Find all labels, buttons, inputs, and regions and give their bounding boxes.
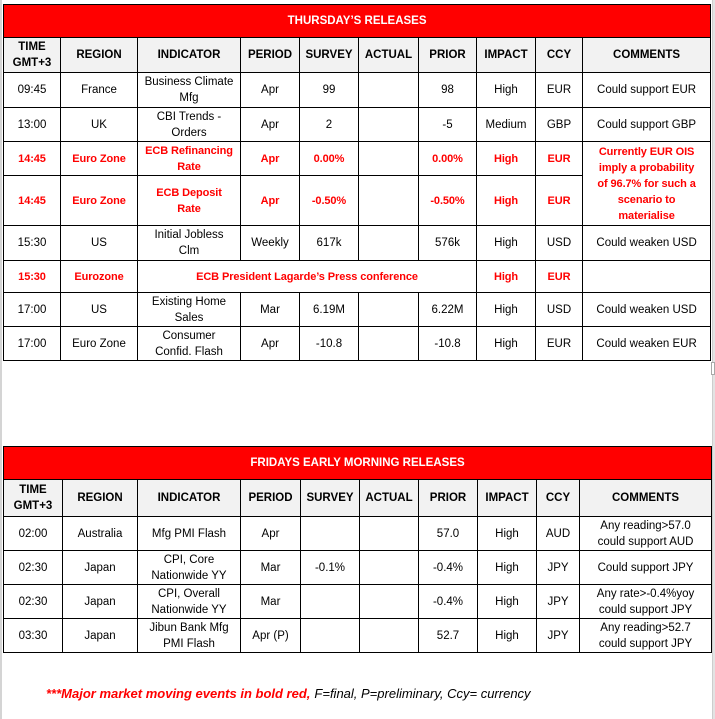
column-header-ccy: CCY [536, 38, 583, 73]
cell-time: 03:30 [4, 619, 63, 653]
cell-indicator: CPI, Overall Nationwide YY [138, 585, 241, 619]
cell-survey: 617k [300, 226, 359, 261]
footnote-highlight: ***Major market moving events in bold red, [46, 686, 311, 701]
cell-time: 02:30 [4, 585, 63, 619]
table-row [4, 73, 711, 108]
cell-comments: Could support JPY [580, 551, 712, 585]
footnote-legend: F=final, P=preliminary, Ccy= currency [314, 686, 531, 701]
cell-comments-merged: Currently EUR OIS imply a probability of 96.7% for such a scenario to materialise [583, 142, 711, 226]
cell-actual [359, 142, 419, 176]
cell-period: Apr (P) [241, 619, 301, 653]
section-title-row [4, 5, 711, 38]
cell-time: 02:00 [4, 517, 63, 551]
cell-survey: 99 [300, 73, 359, 108]
cell-impact: High [478, 517, 537, 551]
cell-period: Apr [241, 142, 300, 176]
cell-survey: -0.1% [301, 551, 360, 585]
cell-prior: -0.4% [419, 585, 478, 619]
cell-comments: Could weaken USD [583, 226, 711, 261]
cell-ccy: AUD [537, 517, 580, 551]
cell-impact: High [477, 293, 536, 327]
cell-ccy: GBP [536, 108, 583, 142]
column-header-indicator: INDICATOR [138, 38, 241, 73]
table-row-major [4, 261, 711, 293]
cell-indicator: Jibun Bank Mfg PMI Flash [138, 619, 241, 653]
cell-actual [360, 619, 419, 653]
cell-time: 02:30 [4, 551, 63, 585]
cell-ccy: JPY [537, 585, 580, 619]
cell-actual [359, 176, 419, 226]
column-header-impact: IMPACT [478, 480, 537, 517]
cell-actual [359, 73, 419, 108]
cell-prior: -0.4% [419, 551, 478, 585]
cell-region: Eurozone [61, 261, 138, 293]
cell-survey: 6.19M [300, 293, 359, 327]
column-header-prior: PRIOR [419, 38, 477, 73]
section-title: THURSDAY’S RELEASES [4, 5, 711, 38]
cell-indicator: Business Climate Mfg [138, 73, 241, 108]
left-edge-border [0, 0, 2, 719]
cell-event-merged: ECB President Lagarde’s Press conference [138, 261, 477, 293]
cell-region: France [61, 73, 138, 108]
cell-region: US [61, 226, 138, 261]
table-row [4, 585, 712, 619]
cell-impact: High [478, 585, 537, 619]
cell-impact: High [478, 619, 537, 653]
cell-indicator: Existing Home Sales [138, 293, 241, 327]
cell-region: Euro Zone [61, 176, 138, 226]
cell-period: Apr [241, 327, 300, 361]
cell-time: 15:30 [4, 261, 61, 293]
cell-period: Weekly [241, 226, 300, 261]
cell-time: 17:00 [4, 327, 61, 361]
table-row [4, 226, 711, 261]
column-header-indicator: INDICATOR [138, 480, 241, 517]
cell-survey: 2 [300, 108, 359, 142]
cell-ccy: EUR [536, 142, 583, 176]
cell-comments: Could weaken EUR [583, 327, 711, 361]
cell-prior: 576k [419, 226, 477, 261]
cell-impact: High [477, 73, 536, 108]
cell-indicator: CPI, Core Nationwide YY [138, 551, 241, 585]
cell-impact: High [478, 551, 537, 585]
table-row [4, 108, 711, 142]
cell-survey [301, 517, 360, 551]
cell-ccy: USD [536, 226, 583, 261]
cell-indicator: Mfg PMI Flash [138, 517, 241, 551]
table-row [4, 293, 711, 327]
cell-time: 15:30 [4, 226, 61, 261]
column-header-actual: ACTUAL [359, 38, 419, 73]
cell-comments [583, 261, 711, 293]
table-row [4, 327, 711, 361]
cell-actual [360, 551, 419, 585]
cell-impact: High [477, 176, 536, 226]
cell-prior: 52.7 [419, 619, 478, 653]
table-row [4, 619, 712, 653]
cell-prior: 57.0 [419, 517, 478, 551]
column-header-time: TIME GMT+3 [4, 480, 63, 517]
cell-ccy: USD [536, 293, 583, 327]
cell-period: Apr [241, 176, 300, 226]
cell-actual [360, 517, 419, 551]
cell-ccy: EUR [536, 176, 583, 226]
column-header-row [4, 480, 712, 517]
cell-comments: Any rate>-0.4%yoy could support JPY [580, 585, 712, 619]
cell-region: Euro Zone [61, 142, 138, 176]
column-header-row [4, 38, 711, 73]
column-header-comments: COMMENTS [583, 38, 711, 73]
cell-survey [301, 585, 360, 619]
cell-time: 17:00 [4, 293, 61, 327]
column-header-survey: SURVEY [301, 480, 360, 517]
cell-prior: -10.8 [419, 327, 477, 361]
cell-actual [359, 327, 419, 361]
cell-period: Apr [241, 517, 301, 551]
cell-prior: -5 [419, 108, 477, 142]
cell-prior: 0.00% [419, 142, 477, 176]
cell-comments: Any reading>57.0 could support AUD [580, 517, 712, 551]
column-header-comments: COMMENTS [580, 480, 712, 517]
cell-survey [301, 619, 360, 653]
cell-impact: High [477, 142, 536, 176]
friday-releases-table [3, 446, 712, 653]
cell-ccy: EUR [536, 327, 583, 361]
cell-period: Mar [241, 293, 300, 327]
cell-region: Japan [63, 619, 138, 653]
cell-region: Australia [63, 517, 138, 551]
column-header-region: REGION [63, 480, 138, 517]
section-title: FRIDAYS EARLY MORNING RELEASES [4, 447, 712, 480]
cell-survey: -10.8 [300, 327, 359, 361]
column-header-prior: PRIOR [419, 480, 478, 517]
thursday-releases-table [3, 4, 711, 361]
cell-prior: 98 [419, 73, 477, 108]
cell-indicator: ECB Deposit Rate [138, 176, 241, 226]
column-header-impact: IMPACT [477, 38, 536, 73]
cell-time: 14:45 [4, 142, 61, 176]
column-header-ccy: CCY [537, 480, 580, 517]
cell-survey: 0.00% [300, 142, 359, 176]
cell-time: 14:45 [4, 176, 61, 226]
cell-region: Japan [63, 585, 138, 619]
column-header-region: REGION [61, 38, 138, 73]
cell-ccy: JPY [537, 551, 580, 585]
column-header-actual: ACTUAL [360, 480, 419, 517]
cell-impact: Medium [477, 108, 536, 142]
cell-indicator: CBI Trends - Orders [138, 108, 241, 142]
page-break-marker [711, 362, 715, 375]
column-header-period: PERIOD [241, 38, 300, 73]
cell-actual [360, 585, 419, 619]
cell-period: Apr [241, 73, 300, 108]
cell-region: US [61, 293, 138, 327]
cell-period: Apr [241, 108, 300, 142]
cell-region: Euro Zone [61, 327, 138, 361]
cell-impact: High [477, 261, 536, 293]
cell-comments: Could support GBP [583, 108, 711, 142]
cell-comments: Could support EUR [583, 73, 711, 108]
footnote [46, 686, 531, 702]
cell-period: Mar [241, 551, 301, 585]
cell-ccy: EUR [536, 261, 583, 293]
cell-actual [359, 293, 419, 327]
cell-indicator: ECB Refinancing Rate [138, 142, 241, 176]
cell-indicator: Initial Jobless Clm [138, 226, 241, 261]
cell-ccy: EUR [536, 73, 583, 108]
cell-time: 13:00 [4, 108, 61, 142]
column-header-time: TIME GMT+3 [4, 38, 61, 73]
column-header-survey: SURVEY [300, 38, 359, 73]
section-title-row [4, 447, 712, 480]
table-row [4, 551, 712, 585]
column-header-period: PERIOD [241, 480, 301, 517]
cell-survey: -0.50% [300, 176, 359, 226]
cell-ccy: JPY [537, 619, 580, 653]
cell-impact: High [477, 226, 536, 261]
cell-comments: Could weaken USD [583, 293, 711, 327]
table-row [4, 517, 712, 551]
table-row-major [4, 142, 711, 176]
cell-region: UK [61, 108, 138, 142]
cell-actual [359, 226, 419, 261]
cell-indicator: Consumer Confid. Flash [138, 327, 241, 361]
cell-period: Mar [241, 585, 301, 619]
cell-time: 09:45 [4, 73, 61, 108]
cell-region: Japan [63, 551, 138, 585]
cell-actual [359, 108, 419, 142]
cell-prior: 6.22M [419, 293, 477, 327]
cell-impact: High [477, 327, 536, 361]
cell-comments: Any reading>52.7 could support JPY [580, 619, 712, 653]
cell-prior: -0.50% [419, 176, 477, 226]
